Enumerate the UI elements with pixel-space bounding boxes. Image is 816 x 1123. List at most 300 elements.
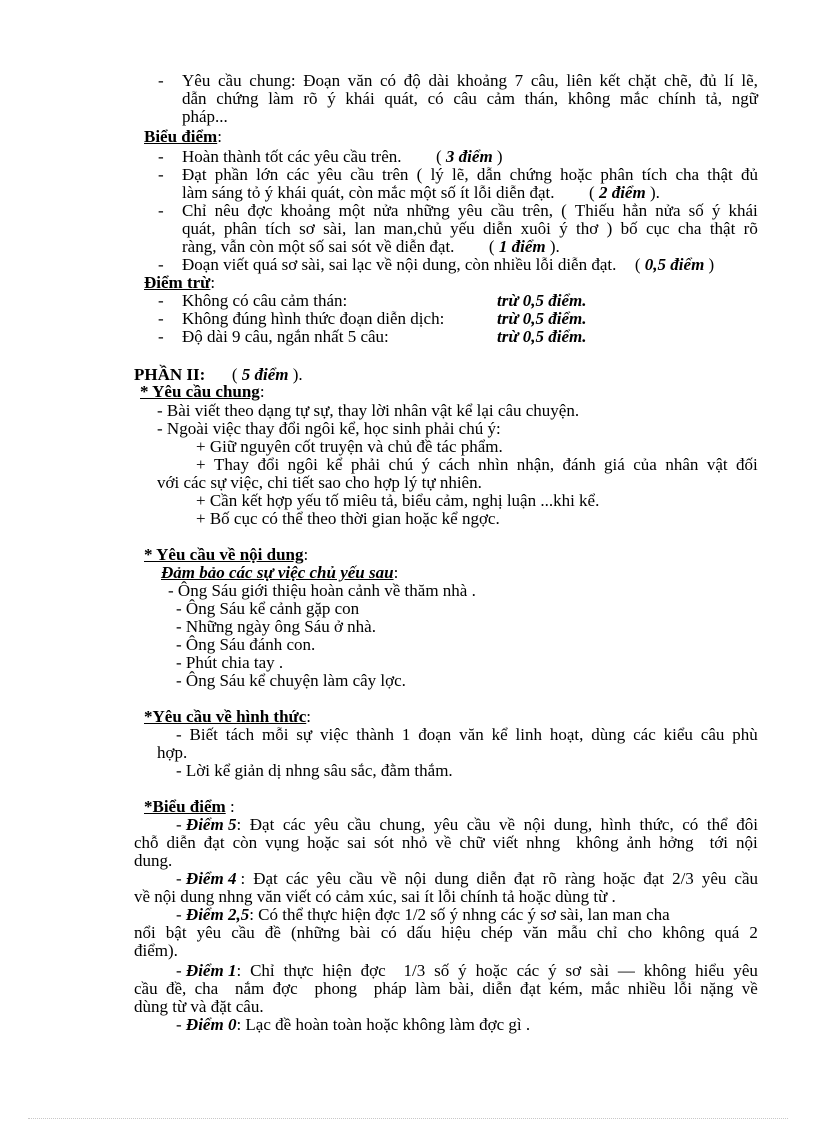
- word: đợc: [360, 961, 386, 980]
- score-4-label: - Điểm 4: [176, 869, 237, 888]
- word: yêu: [314, 815, 339, 834]
- word: câu: [700, 725, 725, 744]
- word: sự: [296, 725, 313, 744]
- word: chú: [388, 455, 414, 474]
- word: lí: [724, 71, 734, 90]
- word: lý: [430, 165, 444, 184]
- word: nửa: [655, 201, 681, 220]
- word: trên: [382, 165, 409, 184]
- word: hiệu: [441, 923, 471, 942]
- word: cảm: [486, 89, 515, 108]
- word: thực: [283, 961, 314, 980]
- word: đạt: [520, 979, 541, 998]
- score-title: *Biểu điểm: [144, 797, 226, 816]
- word: cầu: [490, 201, 515, 220]
- word: diễn: [482, 979, 512, 998]
- word: cầu: [349, 869, 373, 888]
- word: hoặc: [475, 961, 508, 980]
- word: có: [380, 71, 397, 90]
- word: nửa: [373, 201, 399, 220]
- scoring-item-2-line1: [182, 166, 758, 184]
- score-25-line2: [134, 924, 758, 942]
- word: tích: [641, 165, 668, 184]
- score-heading: *Biểu điểm :: [144, 797, 235, 816]
- word: trên,: [522, 201, 553, 220]
- content-heading: * Yêu cầu về nội dung:: [144, 545, 309, 564]
- word: Chỉ: [182, 201, 207, 220]
- word: đánh: [562, 455, 596, 474]
- word: câu: [453, 89, 477, 108]
- word: nội: [735, 833, 758, 852]
- scoring-item-2-text: làm sáng tỏ ý khái quát, còn mắc một số ít lỗi diễn đạt.: [182, 183, 555, 202]
- word: về: [435, 833, 452, 852]
- deduction-value: trừ 0,5 điểm.: [497, 309, 587, 328]
- bullet-dash: -: [158, 255, 164, 274]
- word: kể: [326, 455, 343, 474]
- scoring-item-3-line2: [182, 220, 758, 238]
- content-item: - Ông Sáu giới thiệu hoàn cảnh về thăm nhà .: [168, 581, 476, 600]
- word: 1: [401, 725, 411, 744]
- word: chứng: [216, 89, 259, 108]
- scoring-item-4: [182, 256, 714, 274]
- general-subitem-change-line2: với các sự việc, chi tiết sao cho hợp lý tự nhiên.: [157, 473, 482, 492]
- word: nặng: [700, 979, 734, 998]
- word: xuôi: [520, 219, 551, 238]
- scoring-item-4-score: ( 0,5 điểm ): [634, 255, 715, 274]
- word: viết: [492, 833, 519, 852]
- scoring-item-2-score: ( 2 điểm ).: [589, 183, 660, 202]
- word: chung:: [249, 71, 296, 90]
- scoring-item-3-text: ràng, vẫn còn một số sai sót về diễn đạt.: [182, 237, 455, 256]
- deduction-value: trừ 0,5 điểm.: [497, 327, 587, 346]
- bullet-dash: -: [158, 201, 164, 220]
- word: lỗi: [673, 979, 692, 998]
- word: Thiếu: [574, 201, 615, 220]
- word: còn: [232, 833, 258, 852]
- word: dẫn: [476, 165, 502, 184]
- word: ảnh: [626, 833, 652, 852]
- word: cha: [675, 165, 700, 184]
- word: chặt: [628, 71, 657, 90]
- deduct-colon: :: [210, 273, 216, 292]
- word: khoảng: [280, 201, 331, 220]
- word: các: [516, 961, 540, 980]
- word: phong: [314, 979, 357, 998]
- deduction-label: Độ dài 9 câu, ngắn nhất 5 câu:: [182, 327, 389, 346]
- scoring-colon: :: [217, 127, 222, 146]
- word: cách: [438, 455, 470, 474]
- word: đôi: [736, 815, 758, 834]
- word: thơ: [576, 219, 599, 238]
- word: chính: [658, 89, 696, 108]
- word: phân: [600, 165, 634, 184]
- score-4-line1: [176, 870, 758, 888]
- scoring-item-2-line2: [182, 184, 660, 202]
- word: văn: [459, 725, 484, 744]
- word: đề,: [165, 979, 187, 998]
- word: phần: [214, 165, 248, 184]
- general-subitem: + Bố cục có thể theo thời gian hoặc kể ngợc.: [196, 509, 500, 528]
- scoring-item-1-score: ( 3 điểm ): [436, 147, 503, 166]
- word: có: [427, 89, 444, 108]
- bullet-dash: -: [158, 309, 164, 328]
- word: yêu: [316, 869, 342, 888]
- word: Biết: [189, 725, 218, 744]
- score-5-line1-rest: [236, 816, 758, 834]
- general-subitem-change-line1: [196, 456, 758, 474]
- word: số: [688, 201, 704, 220]
- scoring-title: Biểu điểm: [144, 127, 218, 146]
- word: những: [406, 201, 450, 220]
- score-5-line1: [176, 816, 758, 834]
- word: yêu: [457, 201, 483, 220]
- word: cầu: [466, 815, 491, 834]
- word: yêu: [433, 815, 459, 834]
- word: làm: [415, 979, 441, 998]
- page-bottom-rule: [28, 1118, 788, 1119]
- word: Đạt: [249, 815, 275, 834]
- score-25-line3: điểm).: [134, 941, 178, 960]
- word: (: [561, 201, 567, 220]
- bullet-dash: -: [158, 327, 164, 346]
- word: thật: [709, 219, 736, 238]
- word: đợc: [247, 201, 273, 220]
- word: cầu: [134, 979, 158, 998]
- deduct-heading: [144, 274, 215, 292]
- scoring-item-1: [182, 148, 503, 166]
- word: phù: [732, 725, 758, 744]
- word: thành: [356, 725, 394, 744]
- word: các: [285, 869, 309, 888]
- general-subitem: + Giữ nguyên cốt truyện và chủ đề tác phẩm.: [196, 437, 503, 456]
- word: chỗ: [134, 833, 159, 852]
- scoring-item-4-text: Đoạn viết quá sơ sài, sai lạc về nội dung, còn nhiều lỗi diễn đạt.: [182, 255, 617, 274]
- general-item: - Ngoài việc thay đổi ngôi kể, học sinh phải chú ý:: [157, 419, 501, 438]
- word: dung,: [553, 815, 593, 834]
- word: Thay: [214, 455, 249, 474]
- word: tới: [709, 833, 728, 852]
- word: bố: [620, 219, 638, 238]
- scoring-item-3-line1: [182, 202, 758, 220]
- word: phải: [350, 455, 381, 474]
- req-general-line3: pháp...: [182, 107, 228, 126]
- word: ngữ: [731, 89, 758, 108]
- word: Đạt: [182, 165, 207, 184]
- word: độ: [403, 71, 421, 90]
- word: đoạn: [418, 725, 452, 744]
- word: giá: [604, 455, 625, 474]
- general-subitem: + Cần kết hợp yếu tố miêu tả, biểu cảm, nghị luận ...khi kể.: [196, 491, 600, 510]
- general-title: * Yêu cầu chung: [140, 382, 260, 401]
- word: chẽ,: [664, 71, 692, 90]
- word: nắm: [234, 979, 265, 998]
- word: sài,: [323, 219, 347, 238]
- word: hoặc: [307, 833, 340, 852]
- word: cầu: [218, 71, 242, 90]
- word: bài: [349, 923, 371, 942]
- word: nội: [523, 815, 546, 834]
- score-4-line2: về nội dung nhng văn viết có cảm xúc, sai ít lỗi chính tả hoặc dùng từ .: [134, 887, 616, 906]
- word: câu,: [530, 71, 559, 90]
- deduction-label: Không có câu cảm thán:: [182, 291, 348, 310]
- form-item-line2: hợp.: [157, 743, 188, 762]
- word: cho: [627, 923, 653, 942]
- word: diễn: [482, 219, 513, 238]
- bullet-dash: -: [158, 71, 164, 90]
- word: 1/3: [403, 961, 426, 980]
- word: thán,: [524, 89, 559, 108]
- form-item-line3: - Lời kể giản dị nhng sâu sắc, đằm thắm.: [176, 761, 453, 780]
- word: các: [282, 815, 306, 834]
- word: về: [498, 815, 515, 834]
- word: thật: [707, 165, 733, 184]
- word: có: [682, 815, 699, 834]
- word: —: [617, 961, 635, 980]
- bullet-dash: -: [158, 165, 164, 184]
- word: tả,: [705, 89, 723, 108]
- word: nêu: [214, 201, 240, 220]
- word: quát,: [384, 89, 418, 108]
- word: đạt: [643, 869, 665, 888]
- word: cầu: [347, 815, 371, 834]
- word: bài,: [448, 979, 475, 998]
- word: lẽ,: [452, 165, 469, 184]
- word: về: [380, 869, 397, 888]
- word: quá: [714, 923, 740, 942]
- word: hiện: [322, 961, 352, 980]
- content-item: - Ông Sáu đánh con.: [176, 635, 316, 654]
- word: cục: [645, 219, 670, 238]
- word: ý: [421, 455, 431, 474]
- general-item: - Bài viết theo dạng tự sự, thay lời nhân vật kể lại câu chuyện.: [157, 401, 580, 420]
- word: yêu: [733, 961, 758, 980]
- word: tích: [265, 219, 291, 238]
- word: kết: [599, 71, 621, 90]
- word: (những: [290, 923, 340, 942]
- word: chứng: [509, 165, 552, 184]
- word: cha: [194, 979, 219, 998]
- word: yêu: [701, 869, 727, 888]
- word: mẫu: [557, 923, 587, 942]
- word: ý: [327, 89, 336, 108]
- word: chỉ: [596, 923, 618, 942]
- word: ): [606, 219, 613, 238]
- scoring-heading: [144, 128, 222, 146]
- score-1-line2: [134, 980, 758, 998]
- word: diễn: [166, 833, 196, 852]
- scoring-item-3-line3: [182, 238, 560, 256]
- word: đủ: [699, 71, 717, 90]
- word: không: [662, 923, 705, 942]
- word: của: [633, 455, 657, 474]
- word: nổi: [134, 923, 156, 942]
- score-0-line1: - Điểm 0: Lạc đề hoàn toàn hoặc không làm đợc gì .: [176, 1015, 531, 1034]
- score-1-line3: dùng từ và đặt câu.: [134, 997, 264, 1016]
- word: văn: [522, 923, 548, 942]
- word: hởng: [659, 833, 694, 852]
- word: làm: [268, 89, 294, 108]
- content-item: - Ông Sáu kể chuyện làm cây lợc.: [176, 671, 406, 690]
- word: vụng: [265, 833, 300, 852]
- word: cha: [677, 219, 702, 238]
- word: dài: [428, 71, 450, 90]
- word: đối: [736, 455, 758, 474]
- word: pháp: [373, 979, 407, 998]
- word: sơ: [565, 961, 582, 980]
- section2-score: ( 5 điểm ).: [231, 365, 303, 384]
- score-5-line2: [134, 834, 758, 852]
- score-1-line1: [176, 962, 758, 980]
- word: sơ: [299, 219, 315, 238]
- content-item: - Ông Sáu kể cảnh gặp con: [176, 599, 360, 618]
- word: hoặc: [603, 869, 636, 888]
- word: khái: [728, 201, 758, 220]
- word: dung: [434, 869, 469, 888]
- word: sài: [590, 961, 609, 980]
- word: ràng: [564, 869, 596, 888]
- word: thức,: [639, 815, 674, 834]
- word: tách: [225, 725, 255, 744]
- word: yêu: [317, 165, 342, 184]
- word: ý: [458, 961, 467, 980]
- word: ý: [559, 219, 568, 238]
- word: yêu: [196, 923, 222, 942]
- word: 2/3: [672, 869, 694, 888]
- word: :: [240, 869, 246, 888]
- word: cầu: [231, 923, 255, 942]
- word: chữ: [459, 833, 485, 852]
- word: về: [741, 979, 758, 998]
- deduction-label: Không đúng hình thức đoạn diễn dịch:: [182, 309, 445, 328]
- word: kiểu: [663, 725, 693, 744]
- word: 7: [514, 71, 524, 90]
- score-25-line1: - Điểm 2,5: Có thể thực hiện đợc 1/2 số ý nhng các ý sơ sài, lan man cha: [176, 905, 670, 924]
- word: chép: [480, 923, 513, 942]
- word: đổi: [257, 455, 280, 474]
- word: hẳn: [622, 201, 648, 220]
- word: +: [196, 455, 206, 474]
- word: có: [380, 923, 397, 942]
- word: không: [576, 833, 619, 852]
- word: linh: [515, 725, 542, 744]
- word: nhân: [665, 455, 699, 474]
- word: đủ: [741, 165, 758, 184]
- word: nhỏ: [401, 833, 428, 852]
- scoring-item-1-text: Hoàn thành tốt các yêu cầu trên.: [182, 147, 402, 166]
- content-subheading: Đảm bảo các sự việc chủ yếu sau:: [161, 563, 399, 582]
- word: số: [434, 961, 450, 980]
- req-general-line1: [182, 72, 758, 90]
- word: man,chủ: [383, 219, 442, 238]
- bullet-dash: -: [158, 147, 164, 166]
- word: ý: [548, 961, 557, 980]
- word: phân: [223, 219, 257, 238]
- content-item: - Những ngày ông Sáu ở nhà.: [176, 617, 376, 636]
- word: lẽ,: [741, 71, 758, 90]
- word: Đoạn: [303, 71, 341, 90]
- score-1-line1-rest: [236, 962, 758, 980]
- word: khái: [345, 89, 375, 108]
- bullet-dash: -: [158, 291, 164, 310]
- word: dẫn: [182, 89, 207, 108]
- word: nhng: [526, 833, 561, 852]
- word: liên: [566, 71, 592, 90]
- word: các: [633, 725, 656, 744]
- word: kể: [491, 725, 508, 744]
- word: hiểu: [695, 961, 725, 980]
- word: văn: [347, 71, 373, 90]
- word: đạt: [513, 869, 535, 888]
- form-heading: *Yêu cầu về hình thức:: [144, 707, 312, 726]
- scoring-item-3-score: ( 1 điểm ).: [488, 237, 560, 256]
- word: sót: [374, 833, 394, 852]
- word: lan: [354, 219, 376, 238]
- word: khoảng: [456, 71, 507, 90]
- word: bật: [165, 923, 187, 942]
- word: hoặc: [560, 165, 593, 184]
- score-5-label: - Điểm 5: [176, 815, 237, 834]
- word: mắc: [620, 89, 649, 108]
- word: :: [236, 961, 242, 980]
- word: ngôi: [287, 455, 318, 474]
- word: yếu: [450, 219, 475, 238]
- word: một: [338, 201, 366, 220]
- word: kém,: [549, 979, 583, 998]
- word: hoạt,: [549, 725, 584, 744]
- word: vật: [706, 455, 728, 474]
- form-item-line1: [176, 726, 758, 744]
- word: không: [643, 961, 687, 980]
- word: các: [286, 165, 310, 184]
- word: lớn: [256, 165, 279, 184]
- word: diễn: [476, 869, 506, 888]
- word: cầu: [734, 869, 758, 888]
- form-title: *Yêu cầu về hình thức: [144, 707, 307, 726]
- word: mắc: [591, 979, 620, 998]
- content-item: - Phút chia tay .: [176, 653, 284, 672]
- word: hình: [600, 815, 631, 834]
- word: rõ: [743, 219, 758, 238]
- word: Yêu: [182, 71, 211, 90]
- word: rõ: [303, 89, 318, 108]
- word: sai: [347, 833, 367, 852]
- word: cầu: [350, 165, 374, 184]
- word: Đạt: [253, 869, 278, 888]
- word: mỗi: [261, 725, 289, 744]
- word: -: [176, 725, 182, 744]
- word: đạt: [203, 833, 225, 852]
- score-4-line1-rest: [240, 870, 758, 888]
- deduct-title: Điểm trừ: [144, 273, 211, 292]
- word: Chỉ: [250, 961, 275, 980]
- word: quát,: [182, 219, 216, 238]
- word: dấu: [406, 923, 432, 942]
- req-general-line2: [182, 90, 758, 108]
- word: đợc: [272, 979, 298, 998]
- general-heading: * Yêu cầu chung:: [140, 382, 265, 401]
- word: việc: [320, 725, 349, 744]
- score-5-line3: dung.: [134, 851, 173, 870]
- section2-title: PHẦN II:: [134, 365, 206, 384]
- word: ý: [711, 201, 721, 220]
- word: 2: [749, 923, 758, 942]
- word: nhiều: [627, 979, 666, 998]
- word: rõ: [542, 869, 557, 888]
- word: thể: [706, 815, 728, 834]
- word: chung,: [379, 815, 426, 834]
- deduction-value: trừ 0,5 điểm.: [497, 291, 587, 310]
- word: không: [567, 89, 611, 108]
